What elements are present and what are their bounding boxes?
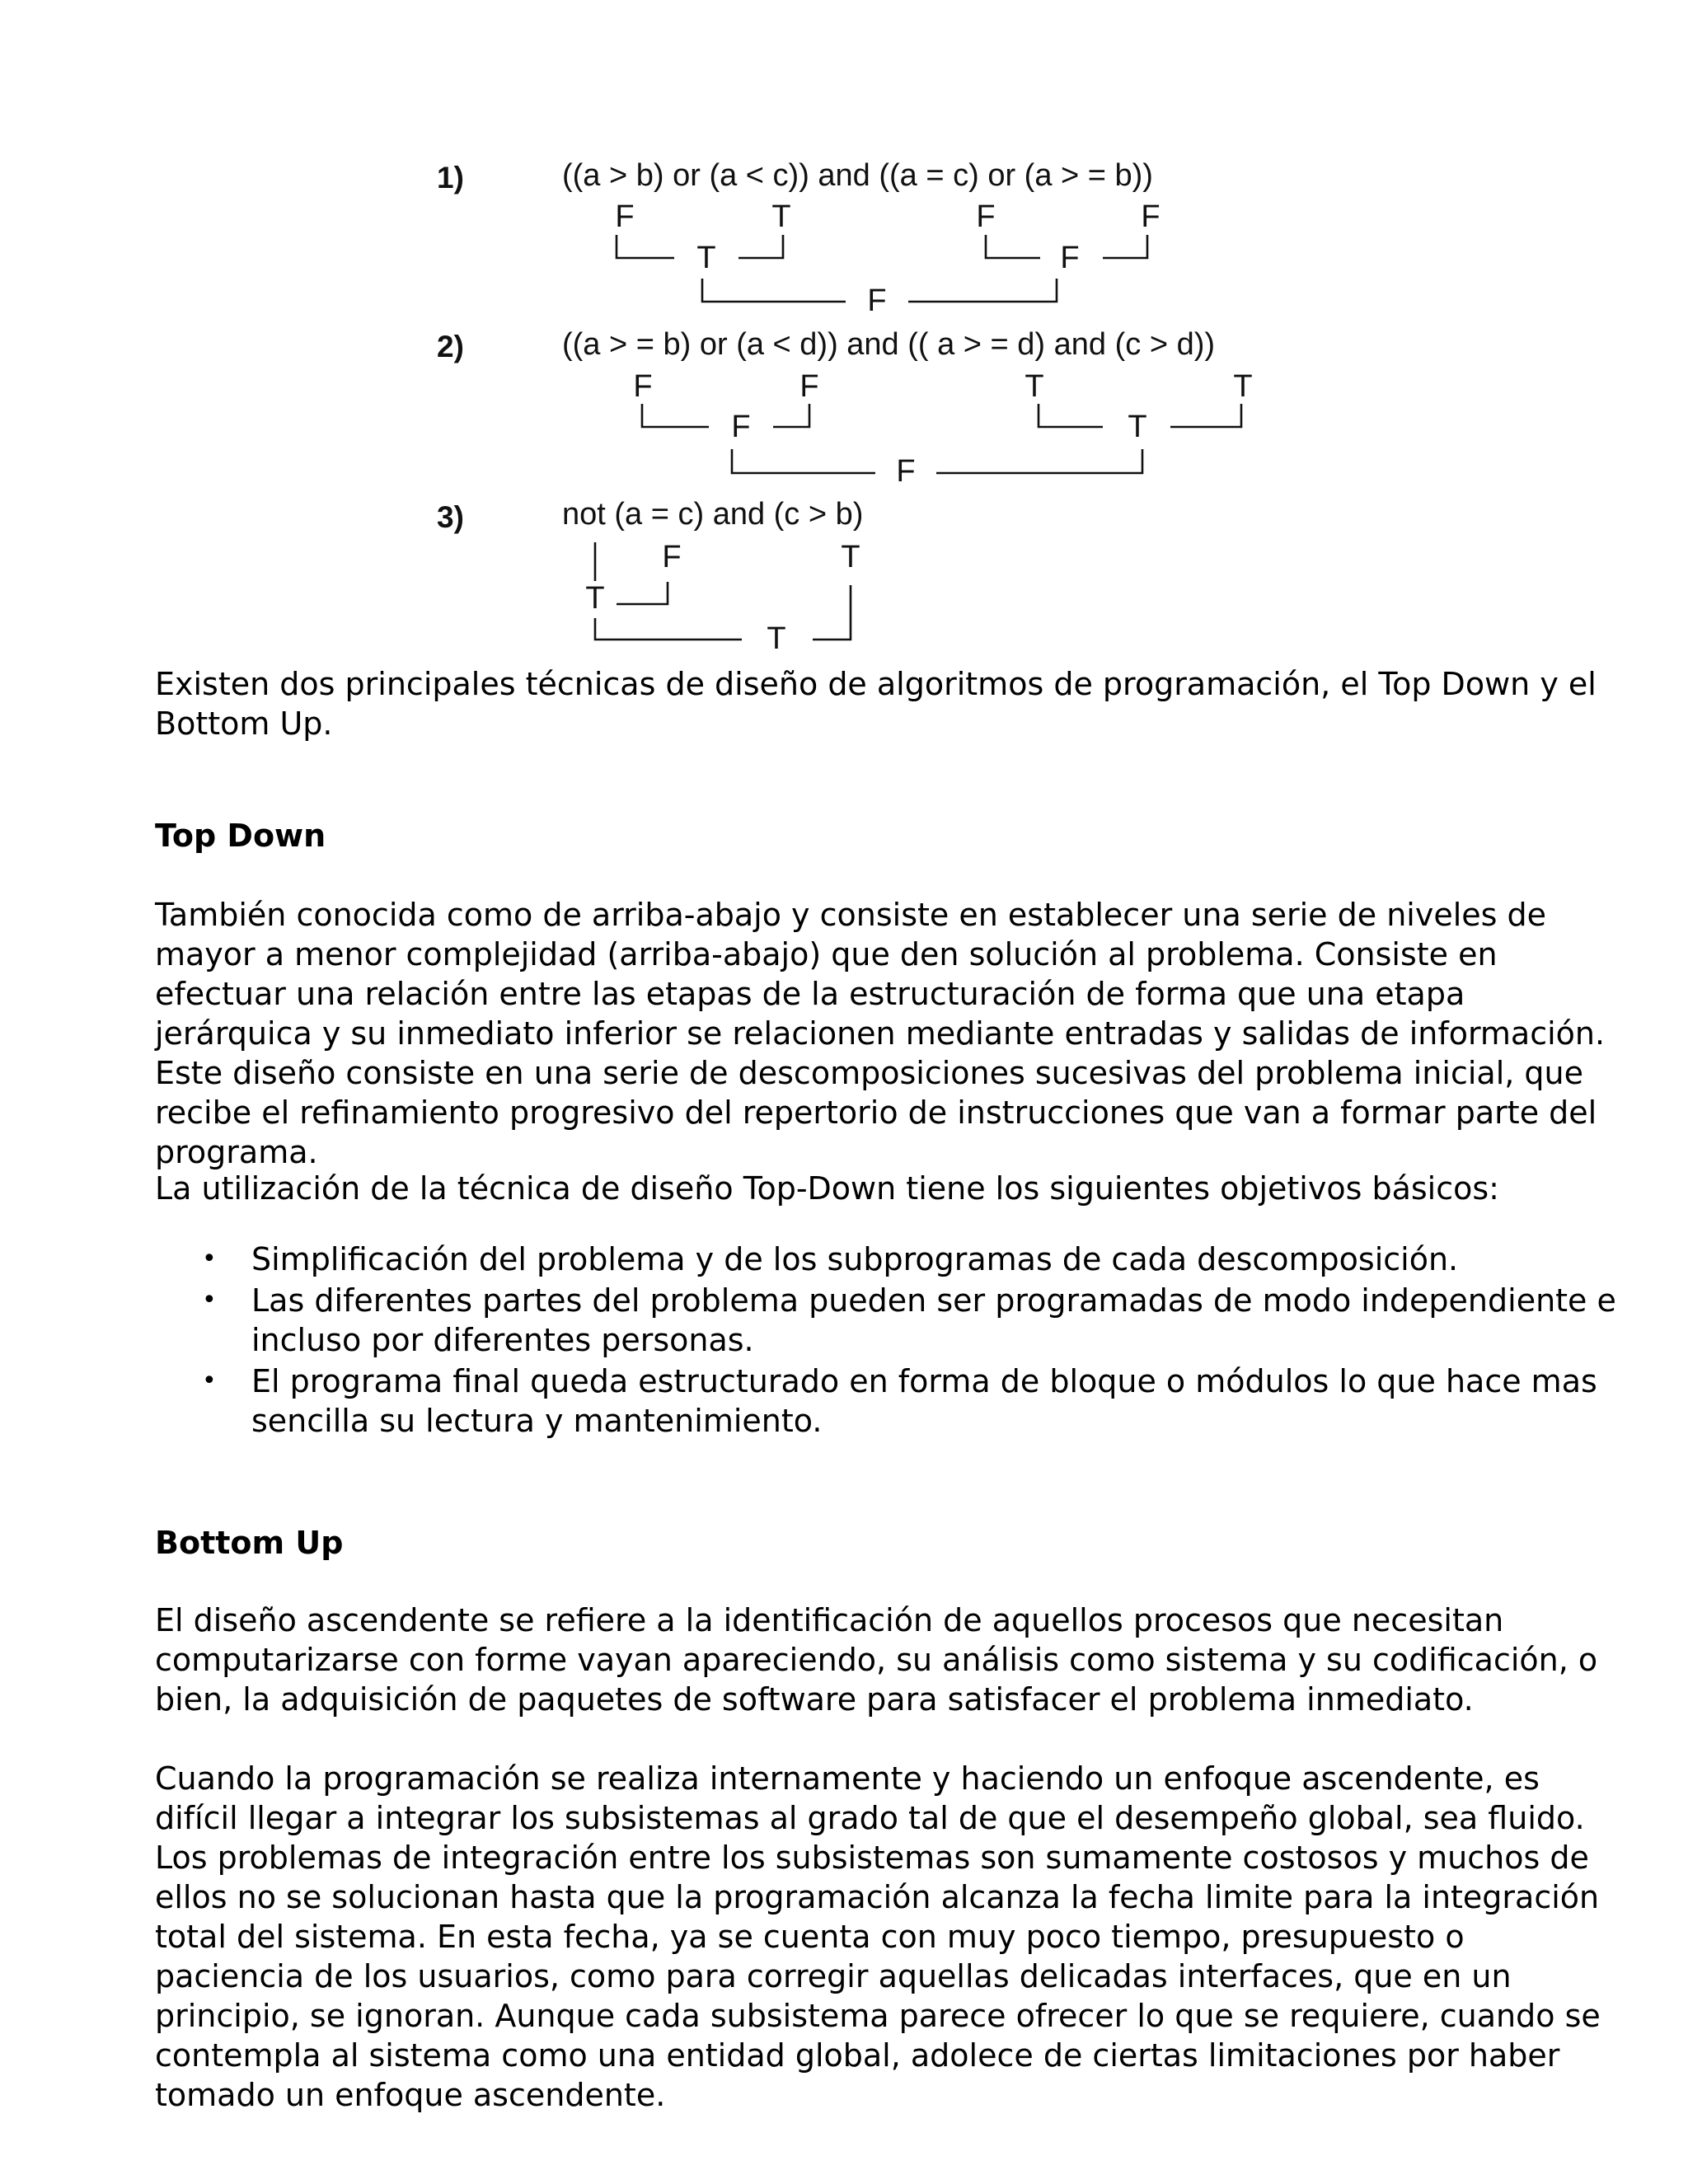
expression-number: 2): [437, 330, 464, 363]
final-result: T: [767, 621, 786, 656]
leaf-value: F: [615, 199, 635, 234]
list-item: • Simplificación del problema y de los subprogramas de cada descomposición.: [251, 1240, 1653, 1279]
leaf-value: F: [799, 369, 819, 404]
expression-text: not (a = c) and (c > b): [562, 497, 864, 532]
list-item: • El programa final queda estructurado en forma de bloque o módulos lo que hace mas sencilla su lectura y mantenimiento.: [251, 1361, 1653, 1441]
leaf-value: F: [976, 199, 996, 234]
expression-number: 3): [437, 500, 464, 534]
objectives-intro: La utilización de la técnica de diseño Top-Down tiene los siguientes objetivos básicos:: [155, 1170, 1499, 1207]
top-down-paragraph: También conocida como de arriba-abajo y consiste en establecer una serie de niveles de mayor a menor complejidad (arriba-abajo) que den solución al problema. Consiste en efectuar una relación entre las etapas de la estructuración de forma que una etapa jerárquica y su inmediato inferior se relacionen mediante entradas y salidas de información. Este diseño consiste en una serie de descomposiciones sucesivas del problema inicial, que recibe el refinamiento progresivo del repertorio de instrucciones que van a formar parte del programa.: [155, 897, 1606, 1170]
top-down-heading: Top Down: [155, 818, 326, 854]
expression-number: 1): [437, 161, 464, 194]
bottom-up-paragraph-2: Cuando la programación se realiza internamente y haciendo un enfoque ascendente, es difícil llegar a integrar los subsistemas al grado tal de que el desempeño global, sea fluido. Los problemas de integración entre los subsistemas son sumamente costosos y muchos de ellos no se solucionan hasta que la programación alcanza la fecha limite para la integración total del sistema. En esta fecha, ya se cuenta con muy poco tiempo, presupuesto o paciencia de los usuarios, como para corregir aquellas delicadas interfaces, que en un principio, se ignoran. Aunque cada subsistema parece ofrecer lo que se requiere, cuando se contempla al sistema como una entidad global, adolece de ciertas limitaciones por haber tomado un enfoque ascendente.: [155, 1760, 1601, 2113]
expression-text: ((a > b) or (a < c)) and ((a = c) or (a > = b)): [562, 158, 1153, 193]
leaf-value: T: [841, 540, 860, 574]
leaf-value: T: [771, 199, 791, 234]
leaf-value: F: [633, 369, 653, 404]
bottom-up-paragraph-1: El diseño ascendente se refiere a la identificación de aquellos procesos que necesitan computarizarse con forme vayan apareciendo, su análisis como sistema y su codificación, o bien, la adquisición de paquetes de software para satisfacer el problema inmediato.: [155, 1602, 1598, 1718]
bottom-up-heading: Bottom Up: [155, 1525, 344, 1561]
sub-result: T: [1128, 410, 1147, 444]
expression-text: ((a > = b) or (a < d)) and (( a > = d) and (c > d)): [562, 327, 1216, 362]
sub-result: F: [1060, 241, 1080, 275]
sub-result: T: [696, 241, 716, 275]
leaf-value: T: [1233, 369, 1253, 404]
list-item: • Las diferentes partes del problema pueden ser programadas de modo independiente e incluso por diferentes personas.: [251, 1281, 1653, 1360]
leaf-value: F: [1141, 199, 1160, 234]
intro-paragraph: Existen dos principales técnicas de diseño de algoritmos de programación, el Top Down y el Bottom Up.: [155, 666, 1597, 742]
leaf-value: F: [662, 540, 682, 574]
expression-diagrams: [0, 0, 1688, 659]
objectives-list: [155, 1240, 1653, 1442]
sub-result: F: [731, 410, 751, 444]
final-result: F: [896, 454, 916, 489]
sub-result: T: [585, 581, 605, 616]
final-result: F: [867, 284, 887, 318]
leaf-value: T: [1025, 369, 1044, 404]
